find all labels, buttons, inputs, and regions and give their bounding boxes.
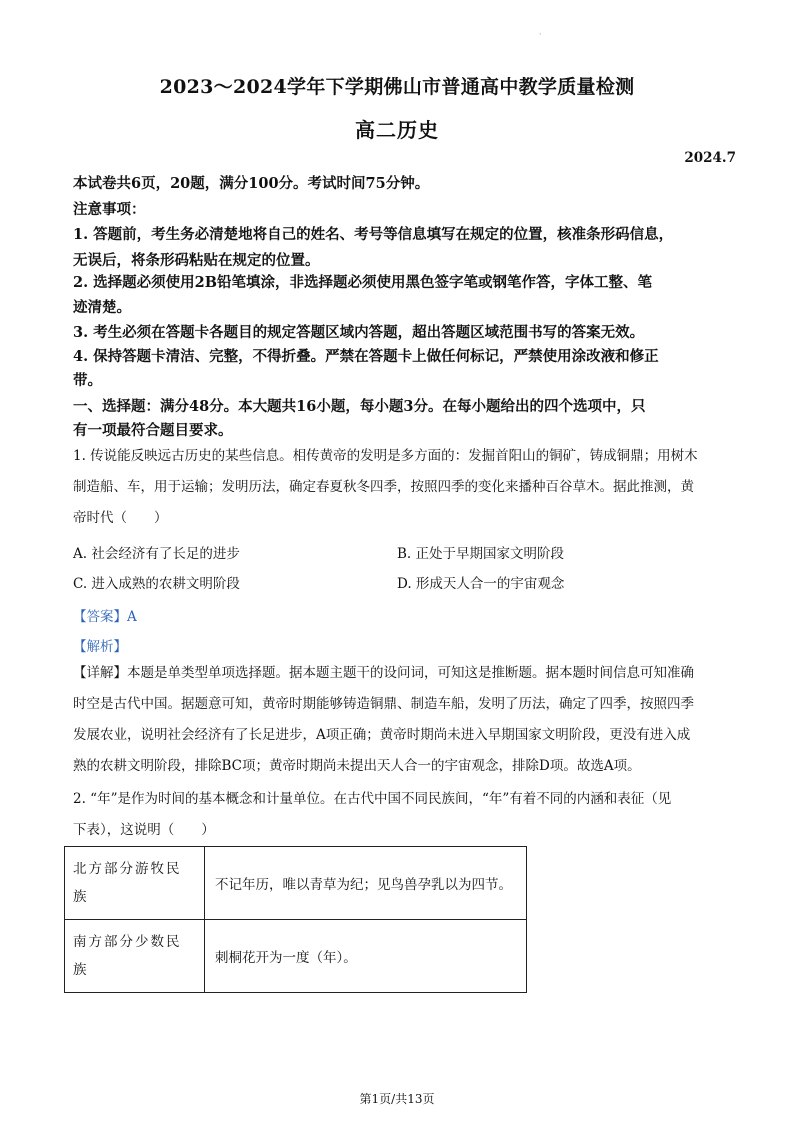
page-number: 第1页/共13页 [359,1092,435,1106]
notice-1b: 无误后，将条形码粘贴在规定的位置。 [73,252,320,269]
notice-4b: 带。 [73,372,102,389]
table-cell-group: 北方部分游牧民族 [65,847,205,920]
table-cell-desc: 刺桐花开为一度（年）。 [205,920,527,993]
q1-answer: 【答案】A [73,609,137,625]
q1-option-d: D. 形成天人合一的宇宙观念 [397,576,565,592]
table-row [65,847,527,920]
notice-1a: 1. 答题前，考生务必清楚地将自己的姓名、考号等信息填写在规定的位置，核准条形码信息， [73,226,674,243]
q1-stem-3: 帝时代（ ） [73,510,168,526]
notice-3: 3. 考生必须在答题卡各题目的规定答题区域内答题，超出答题区域范围书写的答案无效。 [73,324,645,341]
q2-stem-1: 2. “年”是作为时间的基本概念和计量单位。在古代中国不同民族间，“年”有着不同的内涵和表征（见 [73,791,672,807]
q1-detail-1: 【详解】本题是单类型单项选择题。据本题主题干的设问词，可知这是推断题。据本题时间信息可知准确 [73,665,694,681]
q1-detail-4: 熟的农耕文明阶段，排除BC项；黄帝时期尚未提出天人合一的宇宙观念，排除D项。故选A项。 [73,758,641,774]
table-cell-desc: 不记年历，唯以青草为纪；见鸟兽孕乳以为四节。 [205,847,527,920]
exam-subject: 高二历史 [355,118,439,142]
q2-table [64,846,527,993]
section-heading-1: 一、选择题：满分48分。本大题共16小题，每小题3分。在每小题给出的四个选项中，只 [73,398,646,415]
table-row [65,920,527,993]
notice-4a: 4. 保持答题卡清洁、完整，不得折叠。严禁在答题卡上做任何标记，严禁使用涂改液和修正 [73,348,659,365]
exam-title: 2023～2024学年下学期佛山市普通高中教学质量检测 [159,76,635,98]
q1-option-b: B. 正处于早期国家文明阶段 [397,546,565,562]
exam-info: 本试卷共6页，20题，满分100分。考试时间75分钟。 [73,175,430,192]
q1-stem-1: 1. 传说能反映远古历史的某些信息。相传黄帝的发明是多方面的：发掘首阳山的铜矿，铸成铜鼎；用树木 [73,448,698,464]
q1-stem-2: 制造船、车，用于运输；发明历法，确定春夏秋冬四季，按照四季的变化来播种百谷草木。据此推测，黄 [73,479,694,495]
table-cell-group: 南方部分少数民族 [65,920,205,993]
q1-analysis-tag: 【解析】 [73,639,127,655]
notice-2b: 迹清楚。 [73,299,131,316]
q1-option-c: C. 进入成熟的农耕文明阶段 [73,576,240,592]
q1-detail-2: 时空是古代中国。据题意可知，黄帝时期能够铸造铜鼎、制造车船，发明了历法，确定了四季，按照四季 [73,696,694,712]
scan-dot: · [539,30,542,39]
q1-option-a: A. 社会经济有了长足的进步 [73,546,240,562]
notice-title: 注意事项： [73,201,146,218]
q2-stem-2: 下表），这说明（ ） [73,822,215,838]
exam-date: 2024.7 [684,150,736,166]
q1-detail-3: 发展农业，说明社会经济有了长足进步，A项正确；黄帝时期尚未进入早期国家文明阶段，更没有进入成 [73,727,691,743]
notice-2a: 2. 选择题必须使用2B铅笔填涂，非选择题必须使用黑色签字笔或钢笔作答，字体工整、笔 [73,274,653,291]
section-heading-2: 有一项最符合题目要求。 [73,422,233,439]
